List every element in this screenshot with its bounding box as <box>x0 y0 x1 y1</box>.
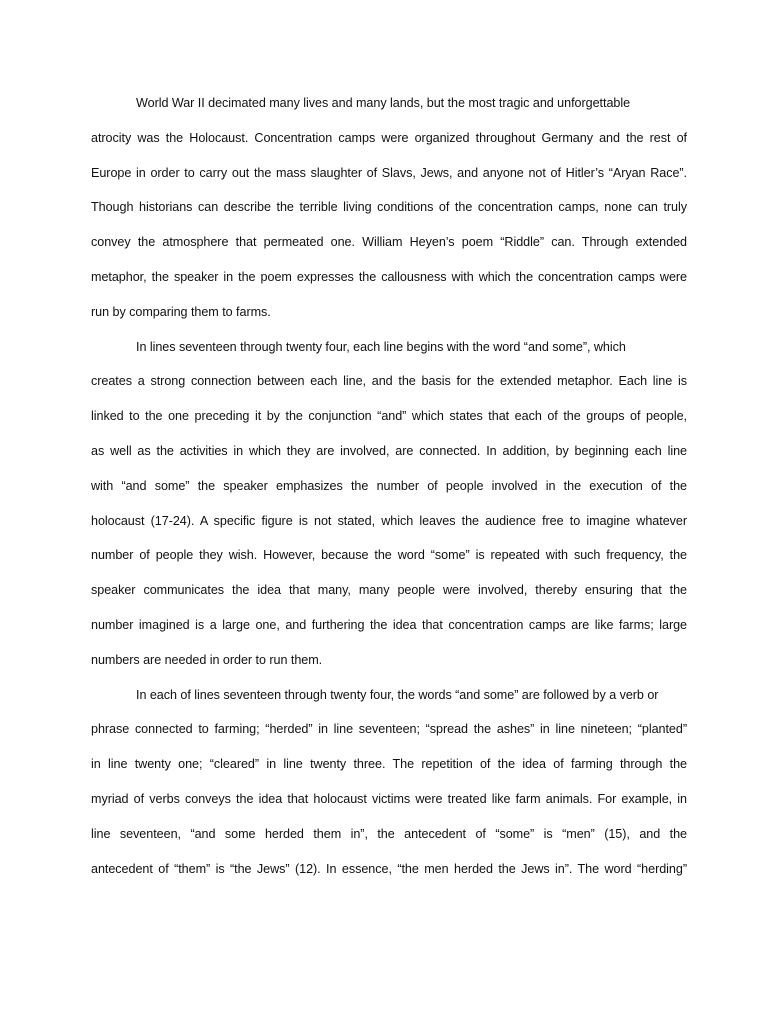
text-line: numbers are needed in order to run them. <box>91 652 323 667</box>
text-line: holocaust (17-24). A specific figure is not stated, which leaves the audience free to imagine whatever <box>91 513 687 528</box>
text-line: number of people they wish. However, because the word “some” is repeated with such frequency, the <box>91 548 687 563</box>
text-line: World War II decimated many lives and many lands, but the most tragic and unforgettable <box>136 96 631 110</box>
essay-body <box>91 90 687 890</box>
text-line: speaker communicates the idea that many, many people were involved, thereby ensuring that the <box>91 583 687 598</box>
text-line: convey the atmosphere that permeated one. William Heyen’s poem “Riddle” can. Through extended <box>91 235 687 250</box>
text-line: metaphor, the speaker in the poem expresses the callousness with which the concentration camps were <box>91 269 687 284</box>
text-line: In each of lines seventeen through twenty four, the words “and some” are followed by a verb or <box>136 687 659 702</box>
text-line: creates a strong connection between each line, and the basis for the extended metaphor. Each line is <box>91 374 687 389</box>
text-line: number imagined is a large one, and furthering the idea that concentration camps are like farms; large <box>91 617 687 632</box>
text-line: antecedent of “them” is “the Jews” (12). In essence, “the men herded the Jews in”. The word “herding” <box>91 861 687 876</box>
text-line: In lines seventeen through twenty four, each line begins with the word “and some”, which <box>136 339 626 354</box>
text-line: Though historians can describe the terrible living conditions of the concentration camps, none can truly <box>91 200 687 215</box>
text-line: linked to the one preceding it by the conjunction “and” which states that each of the groups of people, <box>91 409 687 424</box>
text-line: atrocity was the Holocaust. Concentration camps were organized throughout Germany and the rest of <box>91 130 687 145</box>
text-line: in line twenty one; “cleared” in line twenty three. The repetition of the idea of farming through the <box>91 757 687 772</box>
paragraph-2 <box>91 334 687 682</box>
text-line: phrase connected to farming; “herded” in line seventeen; “spread the ashes” in line nineteen; “planted” <box>91 722 687 737</box>
paragraph-1 <box>91 90 687 334</box>
text-line: as well as the activities in which they are involved, are connected. In addition, by beginning each line <box>91 443 687 458</box>
paragraph-3 <box>91 682 687 891</box>
text-line: run by comparing them to farms. <box>91 304 271 319</box>
text-line: line seventeen, “and some herded them in”, the antecedent of “some” is “men” (15), and the <box>91 826 687 841</box>
text-line: Europe in order to carry out the mass slaughter of Slavs, Jews, and anyone not of Hitler’s “Aryan Race”. <box>91 165 687 180</box>
text-line: myriad of verbs conveys the idea that holocaust victims were treated like farm animals. For example, in <box>91 791 687 806</box>
text-line: with “and some” the speaker emphasizes the number of people involved in the execution of the <box>91 478 687 493</box>
